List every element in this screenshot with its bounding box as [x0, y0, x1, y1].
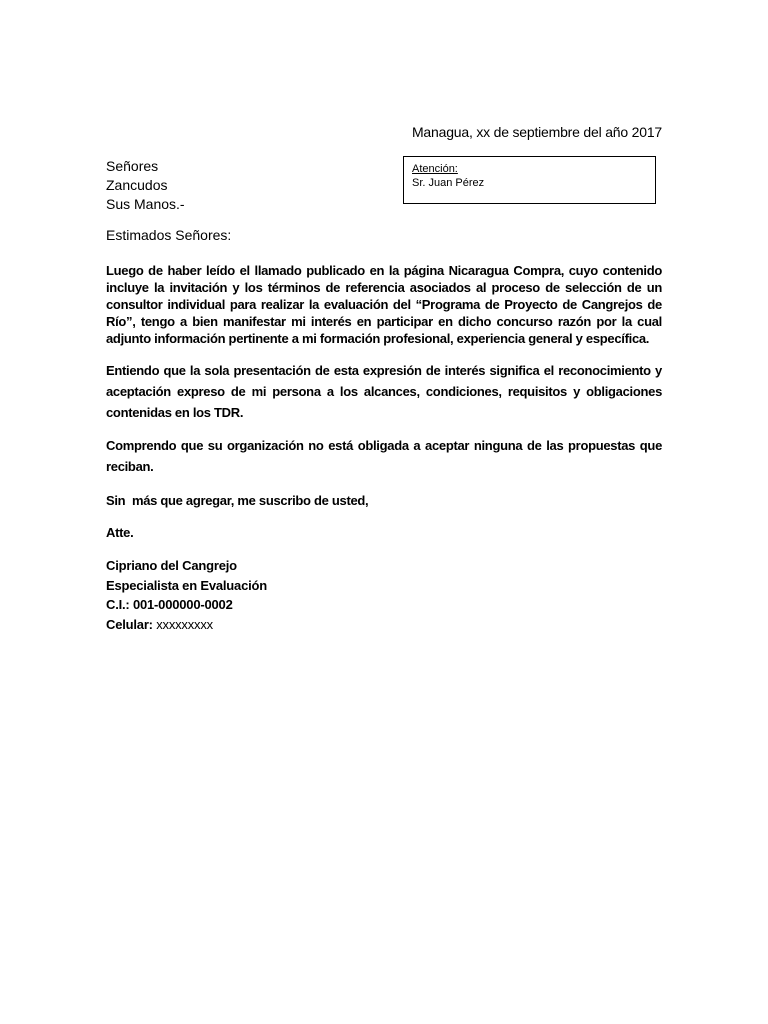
phone-value: xxxxxxxxx — [152, 616, 213, 632]
addressee-line-3: Sus Manos.- — [106, 196, 185, 212]
addressee-line-1: Señores — [106, 158, 159, 174]
addressee-line-2: Zancudos — [106, 177, 168, 193]
paragraph-acceptance: Entiendo que la sola presentación de esta expresión de interés significa el reconocimiento y aceptación expreso de mi persona a los alcances, condiciones, requisitos y obligaciones contenidas en los TDR. — [106, 363, 662, 420]
attention-label: Atención: — [412, 163, 458, 175]
paragraph-interest: Luego de haber leído el llamado publicado en la página Nicaragua Compra, cuyo contenido incluye la invitación y los términos de referencia asociados al proceso de selección de un consultor individual para realizar la evaluación del “Programa de Proyecto de Cangrejos de Río”, tengo a bien manifestar mi interés en participar en dicho concurso razón por la cual adjunto información pertinente a mi formación profesional, experiencia general y específica. — [106, 263, 662, 346]
signature-title: Especialista en Evaluación — [106, 577, 267, 593]
attention-box — [403, 156, 656, 204]
addressee-block — [106, 157, 185, 214]
paragraph-no-obligation: Comprendo que su organización no está obligada a aceptar ninguna de las propuestas que reciban. — [106, 438, 662, 474]
phone-label: Celular: — [106, 616, 153, 632]
paragraph-closing: Sin más que agregar, me suscribo de usted, — [106, 493, 369, 508]
attention-name: Sr. Juan Pérez — [412, 177, 485, 189]
paragraph-atte: Atte. — [106, 525, 134, 540]
greeting: Estimados Señores: — [106, 227, 232, 243]
letter-date: Managua, xx de septiembre del año 2017 — [411, 124, 662, 140]
signature-name: Cipriano del Cangrejo — [106, 558, 237, 573]
signature-block — [106, 556, 267, 634]
signature-phone — [106, 615, 267, 635]
signature-ci: C.I.: 001-000000-0002 — [106, 597, 233, 612]
